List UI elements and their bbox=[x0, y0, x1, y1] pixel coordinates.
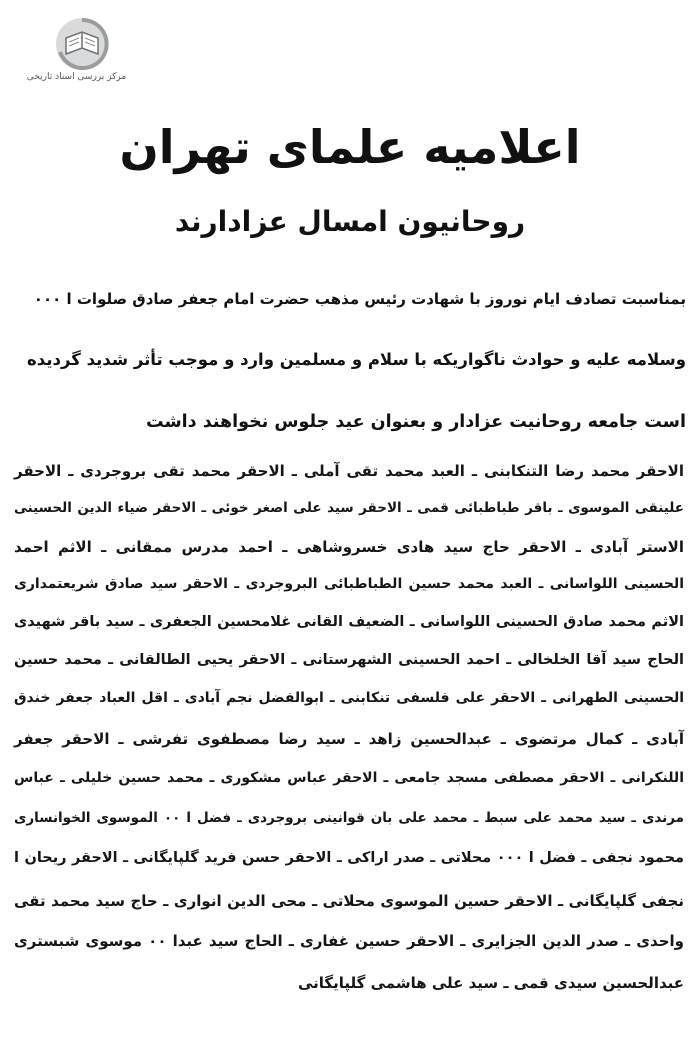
signatories-line: علینقی الموسوی ـ باقر طباطبائی قمی ـ الاحقر سید علی اصغر خوئی ـ الاحقر ضیاء الدین الحسینی bbox=[14, 500, 684, 516]
signatories-line: نجفی گلپایگانی ـ الاحقر حسین الموسوی محلاتی ـ محی الدین انواری ـ حاج سید محمد تقی bbox=[14, 892, 684, 910]
page-title: اعلامیه علمای تهران bbox=[119, 120, 581, 174]
signatories-line: الاثم محمد صادق الحسینی اللواسانی ـ الضعیف القانی غلامحسین الجعفری ـ سید باقر شهیدی bbox=[14, 614, 684, 630]
signatories-line: محمود نجفی ـ فضل ا ۰۰۰ محلاتی ـ صدر اراکی ـ الاحقر حسن فرید گلپایگانی ـ الاحقر ریحان ا bbox=[14, 850, 685, 866]
signatories-line: الحسینی الطهرانی ـ الاحقر علی فلسفی تنکابنی ـ ابوالفضل نجم آبادی ـ اقل العباد جعفر خندق bbox=[14, 690, 684, 706]
intro-line: وسلامه علیه و حوادث ناگواریکه با سلام و مسلمین وارد و موجب تأثر شدید گردیده bbox=[27, 350, 686, 369]
book-emblem-icon bbox=[52, 14, 112, 74]
signatories-line: الاستر آبادی ـ الاحقر حاج سید هادی خسروشاهی ـ احمد مدرس ممقانی ـ الاثم احمد bbox=[14, 538, 684, 556]
archive-logo bbox=[14, 14, 139, 82]
signatories-line: آبادی ـ کمال مرتضوی ـ عبدالحسین زاهد ـ سید رضا مصطفوی تفرشی ـ الاحقر جعفر bbox=[14, 730, 684, 748]
signatories-line: عبدالحسین سیدی قمی ـ سید علی هاشمی گلپایگانی bbox=[297, 974, 684, 992]
signatories-line: الحاج سید آقا الخلخالی ـ احمد الحسینی الشهرستانی ـ الاحقر یحیی الطالقانی ـ محمد حسین bbox=[14, 652, 684, 668]
intro-line: بمناسبت تصادف ایام نوروز با شهادت رئیس مذهب حضرت امام جعفر صادق صلوات ا ۰۰۰ bbox=[33, 290, 686, 308]
page-subtitle: روحانیون امسال عزادارند bbox=[174, 205, 526, 238]
intro-line: است جامعه روحانیت عزادار و بعنوان عید جلوس نخواهند داشت bbox=[145, 412, 686, 432]
signatories-line: مرندی ـ سید محمد علی سبط ـ محمد علی بان قوانینی بروجردی ـ فضل ا ۰۰ الموسوی الخوانساری bbox=[14, 810, 684, 826]
logo-caption: مرکز بررسی اسناد تاریخی bbox=[26, 72, 127, 82]
signatories-line: اللنکرانی ـ الاحقر مصطفی مسجد جامعی ـ الاحقر عباس مشکوری ـ محمد حسین خلیلی ـ عباس bbox=[14, 770, 684, 786]
signatories-line: الاحقر محمد رضا التنکابنی ـ العبد محمد تقی آملی ـ الاحقر محمد تقی بروجردی ـ الاحقر bbox=[14, 462, 684, 480]
signatories-line: الحسینی اللواسانی ـ العبد محمد حسین الطباطبائی البروجردی ـ الاحقر سید صادق شریعتمداری bbox=[14, 576, 684, 592]
signatories-line: واحدی ـ صدر الدین الجزایری ـ الاحقر حسین غفاری ـ الحاج سید عبدا ۰۰ موسوی شبستری bbox=[14, 932, 684, 950]
